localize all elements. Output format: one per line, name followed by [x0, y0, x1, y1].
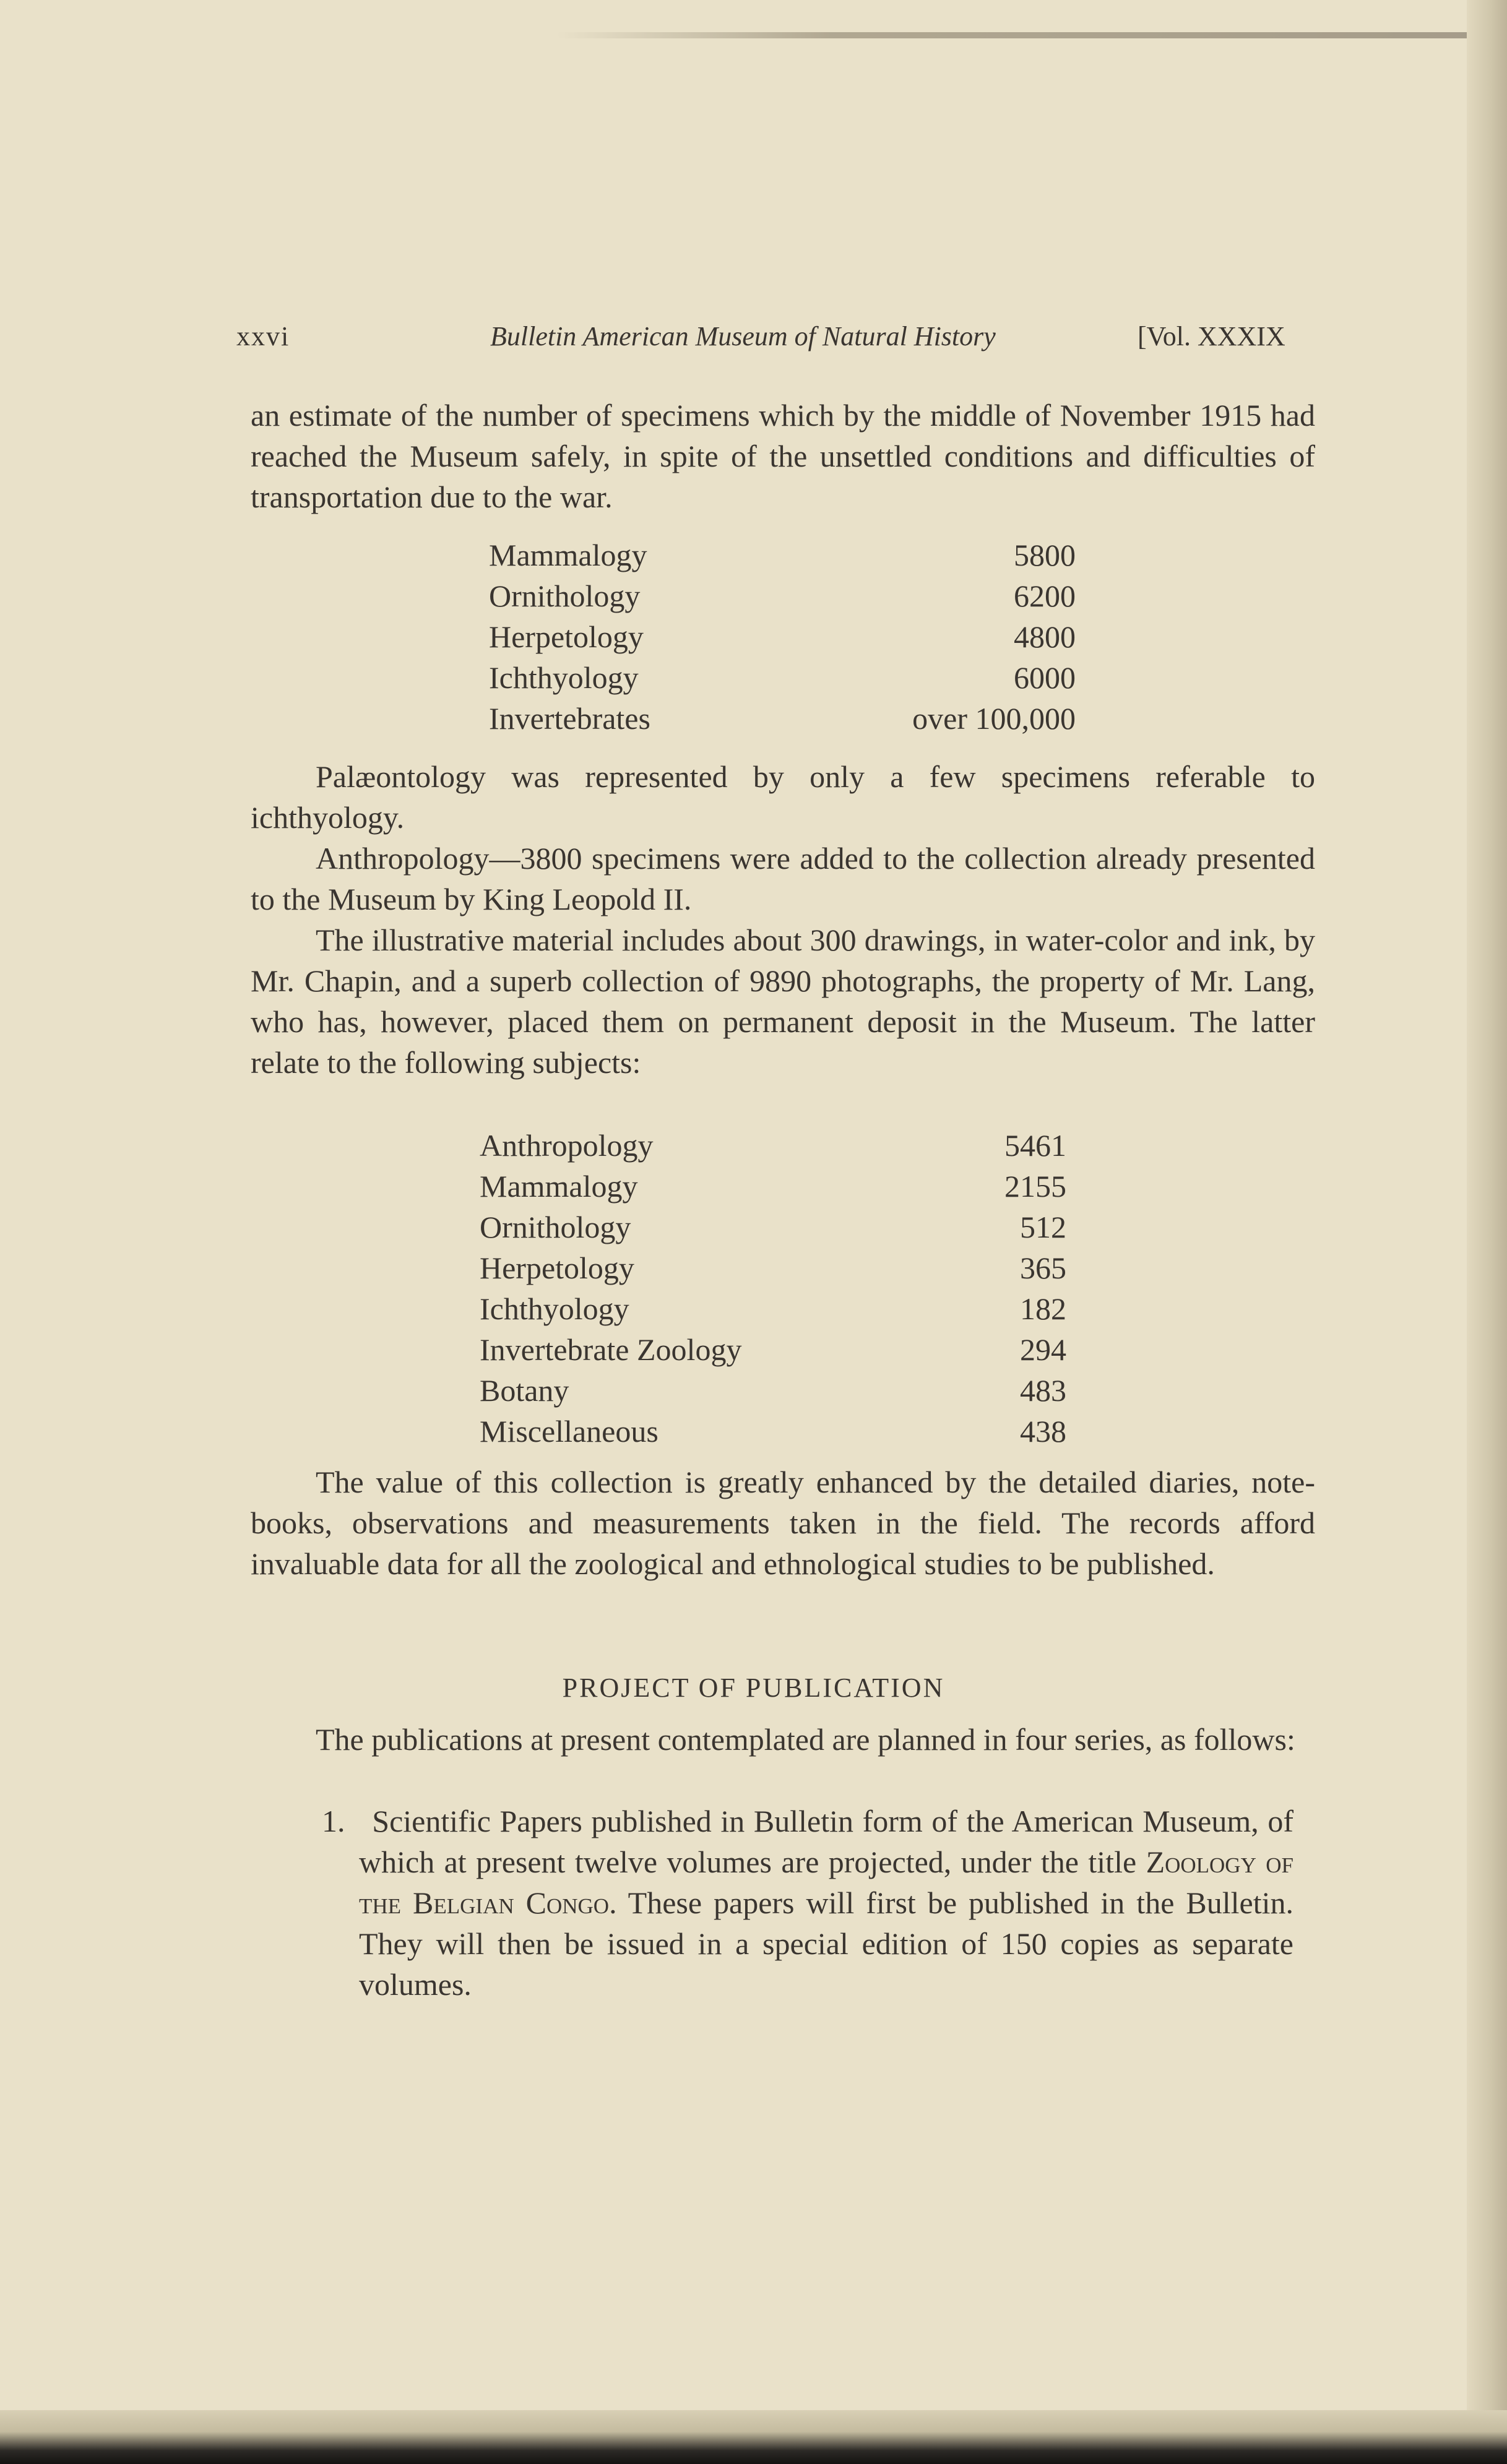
row-label: Invertebrate Zoology: [480, 1332, 742, 1367]
series-item-text: [294, 1801, 1293, 2005]
running-header: [0, 321, 1507, 358]
row-label: Herpetology: [480, 1251, 634, 1285]
row-label: Botany: [480, 1373, 569, 1408]
row-count: 438: [1020, 1414, 1066, 1449]
row-count: 483: [1020, 1373, 1066, 1408]
intro-paragraph: an estimate of the number of specimens which by the middle of November 1915 had reached the Museum safely, in spite of the unsettled conditions and difficulties of transportation due to the war.: [251, 398, 1315, 514]
row-count: 294: [1020, 1332, 1066, 1367]
table-row: [489, 698, 1076, 739]
volume-label: [Vol. XXXIX: [1138, 321, 1285, 351]
row-count: 512: [1020, 1210, 1066, 1244]
series-title: Zoology of the Belgian Congo: [359, 1845, 1293, 1920]
row-label: Ornithology: [480, 1210, 631, 1244]
page-top-edge: [557, 32, 1467, 38]
row-count: over 100,000: [912, 701, 1076, 736]
page-right-edge: [1467, 0, 1507, 2464]
row-label: Invertebrates: [489, 701, 650, 736]
journal-title: Bulletin American Museum of Natural History: [490, 321, 996, 351]
table-row: [480, 1288, 1066, 1329]
page-bottom-edge: [0, 2410, 1507, 2464]
row-count: 2155: [1004, 1169, 1066, 1204]
table-row: [480, 1207, 1066, 1247]
row-count: 5461: [1004, 1128, 1066, 1163]
specimens-table: [489, 535, 1076, 739]
table-row: [480, 1329, 1066, 1370]
row-count: 182: [1020, 1291, 1066, 1326]
table-row: [489, 616, 1076, 657]
row-label: Herpetology: [489, 619, 644, 654]
row-label: Miscellaneous: [480, 1414, 659, 1449]
table-row: [480, 1125, 1066, 1166]
series-text-before: Scientific Papers published in Bulletin form of the American Museum, of which at present twelve volumes are projected, under the title: [359, 1804, 1293, 1879]
series-text-after: . These papers will first be published in the Bulletin. They will then be issued in a special edition of 150 copies as separate volumes.: [359, 1885, 1293, 2002]
table-row: [489, 575, 1076, 616]
row-label: Ornithology: [489, 579, 641, 613]
row-label: Ichthyology: [489, 660, 639, 695]
row-count: 5800: [1014, 538, 1076, 572]
row-count: 365: [1020, 1251, 1066, 1285]
row-count: 6000: [1014, 660, 1076, 695]
palaeontology-paragraph: Palæontology was represented by only a few specimens referable to ichthyology.: [251, 759, 1315, 835]
publication-series-item: [294, 1801, 1293, 2005]
row-label: Ichthyology: [480, 1291, 629, 1326]
row-label: Anthropology: [480, 1128, 654, 1163]
table-row: [480, 1166, 1066, 1207]
table-row: [480, 1411, 1066, 1452]
publications-paragraph: The publications at present contemplated are planned in four series, as follows:: [316, 1722, 1295, 1757]
row-label: Mammalogy: [480, 1169, 638, 1204]
table-row: [480, 1370, 1066, 1411]
table-row: [480, 1247, 1066, 1288]
anthropology-paragraph: Anthropology—3800 specimens were added to the collection already presented to the Museum by King Leopold II.: [251, 841, 1315, 916]
row-count: 6200: [1014, 579, 1076, 613]
section-heading: PROJECT OF PUBLICATION: [562, 1673, 945, 1703]
illustrative-material-paragraph: The illustrative material includes about 300 drawings, in water-color and ink, by Mr. Chapin, and a superb collection of 9890 photographs, the property of Mr. Lang, who has, however, placed them on permanent deposit in the Museum. The latter relate to the following subjects:: [251, 923, 1315, 1080]
list-marker: 1.: [322, 1804, 345, 1838]
value-paragraph: The value of this collection is greatly enhanced by the detailed diaries, note-books, observations and measurements taken in the field. The records afford invaluable data for all the zoological and ethnological studies to be published.: [251, 1465, 1315, 1581]
row-label: Mammalogy: [489, 538, 647, 572]
table-row: [489, 657, 1076, 698]
table-row: [489, 535, 1076, 575]
photographs-table: [480, 1125, 1066, 1452]
page-number: xxvi: [236, 321, 290, 351]
row-count: 4800: [1014, 619, 1076, 654]
